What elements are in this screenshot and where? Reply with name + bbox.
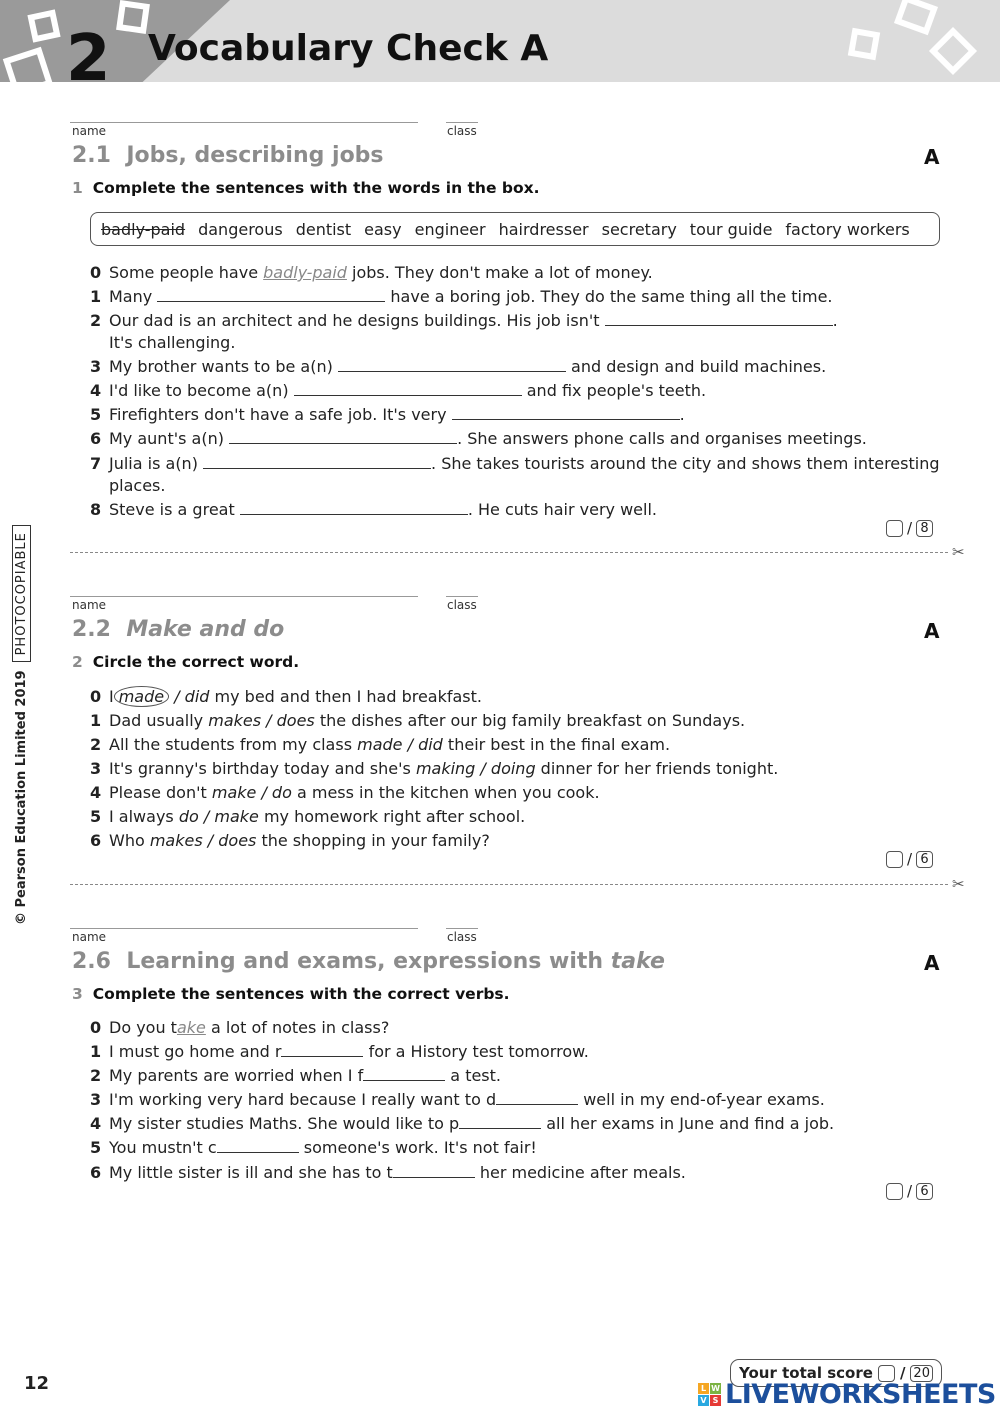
item-number: 3 xyxy=(90,1090,102,1109)
item-text: the dishes after our big family breakfast on Sundays. xyxy=(314,711,746,730)
word-box-item: engineer xyxy=(414,219,486,239)
exercise-item xyxy=(90,286,833,308)
item-text: . xyxy=(679,405,685,424)
answer-blank[interactable] xyxy=(281,1041,363,1057)
version-letter: A xyxy=(924,619,940,643)
word-box-item: badly-paid xyxy=(101,219,186,239)
item-number: 1 xyxy=(90,1042,102,1061)
exercise-item xyxy=(90,262,653,284)
item-text: the shopping in your family? xyxy=(256,831,490,850)
total-score-label: Your total score xyxy=(739,1364,873,1382)
item-number: 3 xyxy=(90,759,102,778)
item-text: I'd like to become a(n) xyxy=(109,381,289,400)
score-box[interactable] xyxy=(886,851,903,868)
option-separator: / xyxy=(256,783,272,802)
name-line[interactable] xyxy=(70,122,418,123)
exercise-item xyxy=(90,758,778,780)
exercise-item xyxy=(90,1041,589,1063)
cut-line xyxy=(70,552,948,553)
word-option[interactable]: does xyxy=(218,831,257,850)
item-text: and design and build machines. xyxy=(571,357,827,376)
word-box-item: dentist xyxy=(295,219,352,239)
name-line[interactable] xyxy=(70,928,418,929)
name-line[interactable] xyxy=(70,596,418,597)
exercise-number: 2 xyxy=(72,653,83,671)
section-title-text: Learning and exams, expressions with xyxy=(126,949,604,974)
page-title: Vocabulary Check A xyxy=(148,28,549,69)
option-separator: / xyxy=(169,687,185,706)
decor-square-icon xyxy=(27,9,60,42)
page-number: 12 xyxy=(24,1373,50,1394)
cut-line xyxy=(70,884,948,885)
exercise-item xyxy=(90,1137,537,1159)
item-text: well in my end-of-year exams. xyxy=(583,1090,825,1109)
item-text: You mustn't c xyxy=(109,1138,217,1157)
word-option[interactable]: made xyxy=(357,735,403,754)
scissors-icon: ✂ xyxy=(952,543,965,561)
instruction-text: Circle the correct word. xyxy=(92,653,300,671)
exercise-number: 3 xyxy=(72,985,83,1003)
item-text: my homework right after school. xyxy=(258,807,526,826)
section-title-text: Make and do xyxy=(126,617,285,642)
word-option[interactable]: did xyxy=(184,687,210,706)
name-label: name xyxy=(72,598,107,612)
item-text: My parents are worried when I f xyxy=(109,1066,364,1085)
exercise-item xyxy=(90,404,685,426)
item-text: Please don't xyxy=(109,783,212,802)
word-option[interactable]: do xyxy=(271,783,292,802)
version-letter: A xyxy=(924,951,940,975)
name-label: name xyxy=(72,124,107,138)
item-text: It's granny's birthday today and she's xyxy=(109,759,416,778)
side-credit xyxy=(12,525,31,925)
exercise-item xyxy=(90,380,706,402)
score-box[interactable] xyxy=(886,1183,903,1200)
item-text: Some people have xyxy=(109,263,259,282)
exercise-item xyxy=(90,453,940,497)
section-title xyxy=(72,617,284,642)
name-label: name xyxy=(72,930,107,944)
item-text: Dad usually xyxy=(109,711,209,730)
exercise-item xyxy=(90,734,670,756)
exercise-number: 1 xyxy=(72,179,83,197)
word-option-circled[interactable]: made xyxy=(114,686,169,707)
word-option[interactable]: makes xyxy=(208,711,262,730)
item-number: 7 xyxy=(90,454,102,473)
item-number: 4 xyxy=(90,783,102,802)
item-number: 0 xyxy=(90,687,102,706)
section-title-italic: take xyxy=(610,949,665,974)
class-line[interactable] xyxy=(446,122,478,123)
answer-blank[interactable] xyxy=(338,356,566,372)
brand-name: LIVEWORKSHEETS xyxy=(725,1378,996,1410)
answer-blank[interactable] xyxy=(217,1137,299,1153)
item-text: My little sister is ill and she has to t xyxy=(109,1163,393,1182)
item-number: 6 xyxy=(90,1163,102,1182)
item-number: 2 xyxy=(90,735,102,754)
item-number: 0 xyxy=(90,263,102,282)
word-option[interactable]: do xyxy=(178,807,199,826)
score-total: 6 xyxy=(916,1183,933,1200)
answer-blank[interactable] xyxy=(496,1089,578,1105)
instruction xyxy=(72,653,299,671)
score-separator: / xyxy=(907,1182,913,1200)
example-answer: ake xyxy=(176,1018,206,1037)
logo-letter: L xyxy=(698,1383,709,1394)
section-score xyxy=(886,519,933,537)
word-option[interactable]: makes xyxy=(149,831,203,850)
exercise-item xyxy=(90,310,838,354)
example-answer: badly-paid xyxy=(263,263,347,282)
class-label: class xyxy=(447,930,477,944)
section-number: 2.1 xyxy=(72,143,111,168)
section-title xyxy=(72,143,384,168)
answer-blank[interactable] xyxy=(459,1113,541,1129)
section-title xyxy=(72,949,665,974)
score-separator: / xyxy=(907,850,913,868)
item-number: 5 xyxy=(90,1138,102,1157)
class-label: class xyxy=(447,598,477,612)
item-number: 4 xyxy=(90,1114,102,1133)
exercise-item xyxy=(90,428,867,450)
section-number: 2.2 xyxy=(72,617,111,642)
section-title-text: Jobs, describing jobs xyxy=(126,143,384,168)
score-separator: / xyxy=(899,1364,906,1382)
logo-letter: V xyxy=(698,1395,709,1406)
item-number: 6 xyxy=(90,429,102,448)
version-letter: A xyxy=(924,145,940,169)
class-line[interactable] xyxy=(446,596,478,597)
item-number: 4 xyxy=(90,381,102,400)
item-text: It's challenging. xyxy=(109,333,236,352)
word-option[interactable]: make xyxy=(211,783,257,802)
item-text: someone's work. It's not fair! xyxy=(303,1138,537,1157)
answer-blank[interactable] xyxy=(393,1162,475,1178)
instruction xyxy=(72,179,540,197)
score-box[interactable] xyxy=(886,520,903,537)
item-text: my bed and then I had breakfast. xyxy=(209,687,482,706)
word-box-item: factory workers xyxy=(785,219,910,239)
item-text: and fix people's teeth. xyxy=(526,381,707,400)
answer-blank[interactable] xyxy=(203,453,431,469)
word-option[interactable]: does xyxy=(276,711,315,730)
item-number: 2 xyxy=(90,1066,102,1085)
item-number: 5 xyxy=(90,405,102,424)
copyright: © Pearson Education Limited 2019 xyxy=(14,670,29,925)
word-box-item: tour guide xyxy=(689,219,773,239)
photocopiable-label: PHOTOCOPIABLE xyxy=(12,525,31,662)
word-option[interactable]: did xyxy=(418,735,443,754)
item-number: 1 xyxy=(90,711,102,730)
item-number: 5 xyxy=(90,807,102,826)
exercise-item xyxy=(90,356,826,378)
liveworksheets-brand[interactable] xyxy=(698,1377,996,1411)
item-text: . xyxy=(832,311,838,330)
answer-blank[interactable] xyxy=(363,1065,445,1081)
answer-blank[interactable] xyxy=(452,404,680,420)
word-box-item: secretary xyxy=(601,219,677,239)
item-text: all her exams in June and find a job. xyxy=(546,1114,835,1133)
option-separator: / xyxy=(261,711,277,730)
word-option[interactable]: make xyxy=(214,807,259,826)
item-text: a test. xyxy=(450,1066,501,1085)
item-text: Our dad is an architect and he designs buildings. His job isn't xyxy=(109,311,600,330)
item-number: 8 xyxy=(90,500,102,519)
total-score-max: 20 xyxy=(910,1365,933,1382)
option-separator: / xyxy=(202,831,219,850)
exercise-item xyxy=(90,1065,501,1087)
score-separator: / xyxy=(907,519,913,537)
logo-letter: W xyxy=(711,1383,720,1393)
item-text: a lot of notes in class? xyxy=(205,1018,390,1037)
item-number: 2 xyxy=(90,311,102,330)
item-number: 1 xyxy=(90,287,102,306)
score-total: 6 xyxy=(916,851,933,868)
exercise-item xyxy=(90,806,525,828)
word-box xyxy=(90,212,940,246)
class-label: class xyxy=(447,124,477,138)
item-number: 3 xyxy=(90,357,102,376)
item-text: Steve is a great xyxy=(109,500,235,519)
word-box-item: easy xyxy=(364,219,402,239)
item-text: I'm working very hard because I really want to d xyxy=(109,1090,497,1109)
item-text: My aunt's a(n) xyxy=(109,429,224,448)
exercise-item xyxy=(90,1162,686,1184)
item-text: Many xyxy=(109,287,153,306)
item-text: All the students from my class xyxy=(109,735,358,754)
item-text: My brother wants to be a(n) xyxy=(109,357,333,376)
scissors-icon: ✂ xyxy=(952,875,965,893)
item-text: . She answers phone calls and organises meetings. xyxy=(457,429,867,448)
item-text: a mess in the kitchen when you cook. xyxy=(291,783,600,802)
item-text: I xyxy=(109,687,114,706)
exercise-item xyxy=(90,1089,825,1111)
instruction-text: Complete the sentences with the correct verbs. xyxy=(92,985,510,1003)
exercise-item xyxy=(90,782,600,804)
item-text: Firefighters don't have a safe job. It's very xyxy=(109,405,447,424)
answer-blank[interactable] xyxy=(229,428,457,444)
item-text: dinner for her friends tonight. xyxy=(535,759,779,778)
item-text: their best in the final exam. xyxy=(442,735,671,754)
score-total: 8 xyxy=(916,520,933,537)
answer-blank[interactable] xyxy=(294,380,522,396)
item-text: Who xyxy=(109,831,150,850)
item-text: I must go home and r xyxy=(109,1042,282,1061)
section-score xyxy=(886,850,933,868)
section-number: 2.6 xyxy=(72,949,111,974)
word-option[interactable]: making xyxy=(415,759,476,778)
item-text: have a boring job. They do the same thing all the time. xyxy=(390,287,833,306)
word-box-item: hairdresser xyxy=(498,219,589,239)
decor-square-icon xyxy=(848,28,880,60)
item-text: her medicine after meals. xyxy=(479,1163,686,1182)
exercise-item xyxy=(90,1113,834,1135)
exercise-item xyxy=(90,830,490,852)
unit-number: 2 xyxy=(66,22,109,96)
item-text: . She takes tourists around the city and shows them interesting xyxy=(431,454,940,473)
section-score xyxy=(886,1182,933,1200)
word-option[interactable]: doing xyxy=(490,759,536,778)
item-number: 6 xyxy=(90,831,102,850)
instruction xyxy=(72,985,510,1003)
word-box-item: dangerous xyxy=(198,219,283,239)
option-separator: / xyxy=(402,735,419,754)
item-text: Do you t xyxy=(109,1018,177,1037)
option-separator: / xyxy=(475,759,491,778)
item-number: 0 xyxy=(90,1018,102,1037)
exercise-item xyxy=(90,499,657,521)
item-text: Julia is a(n) xyxy=(109,454,198,473)
decor-square-icon xyxy=(116,0,150,34)
item-text: jobs. They don't make a lot of money. xyxy=(352,263,653,282)
answer-blank[interactable] xyxy=(240,499,468,515)
class-line[interactable] xyxy=(446,928,478,929)
instruction-text: Complete the sentences with the words in the box. xyxy=(92,179,540,197)
item-text: places. xyxy=(109,476,166,495)
answer-blank[interactable] xyxy=(157,286,385,302)
option-separator: / xyxy=(198,807,215,826)
exercise-item xyxy=(90,686,482,708)
item-text: I always xyxy=(109,807,179,826)
liveworksheets-logo-icon xyxy=(698,1383,721,1406)
answer-blank[interactable] xyxy=(605,310,833,326)
exercise-item xyxy=(90,1017,389,1039)
logo-letter: S xyxy=(710,1395,721,1406)
exercise-item xyxy=(90,710,745,732)
item-text: . He cuts hair very well. xyxy=(467,500,657,519)
item-text: for a History test tomorrow. xyxy=(368,1042,589,1061)
item-text: My sister studies Maths. She would like to p xyxy=(109,1114,460,1133)
